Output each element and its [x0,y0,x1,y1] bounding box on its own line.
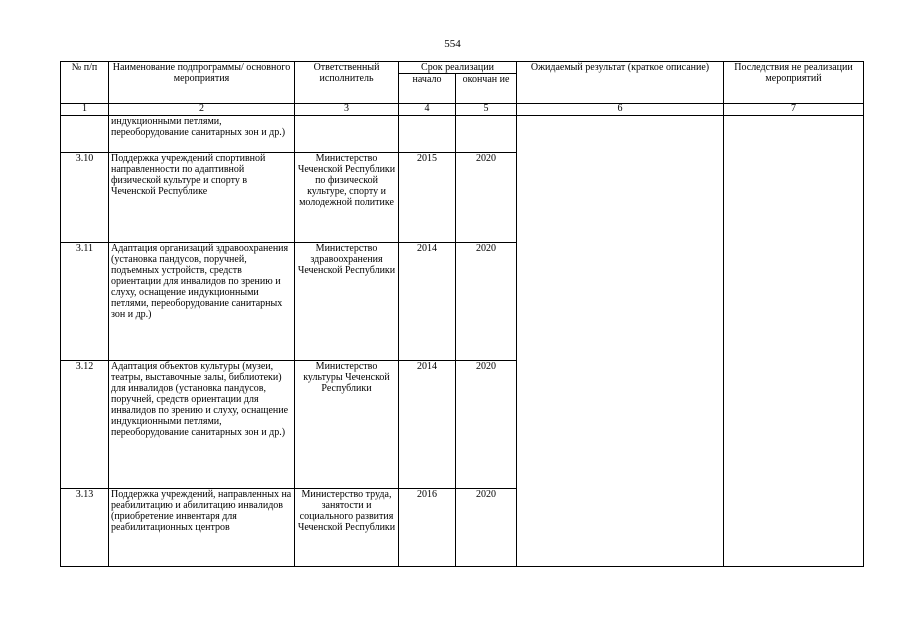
row-start [399,116,456,153]
row-responsible: Министерство здравоохранения Чеченской Республики [295,243,399,361]
row-start: 2014 [399,243,456,361]
header-period: Срок реализации [399,62,517,74]
header-num: № п/п [61,62,109,104]
table-row [61,116,864,153]
row-end [456,116,517,153]
column-number: 5 [456,104,517,116]
row-num: 3.12 [61,361,109,489]
row-num: 3.11 [61,243,109,361]
row-name: Поддержка учреждений спортивной направленности по адаптивной физической культуре и спорту в Чеченской Республике [109,153,295,243]
header-start: начало [399,74,456,104]
row-responsible: Министерство культуры Чеченской Республики [295,361,399,489]
row-num: 3.10 [61,153,109,243]
column-number: 6 [517,104,724,116]
column-number: 7 [724,104,864,116]
row-end: 2020 [456,153,517,243]
header-name: Наименование подпрограммы/ основного мероприятия [109,62,295,104]
page-number: 554 [444,38,461,50]
header-result: Ожидаемый результат (краткое описание) [517,62,724,104]
row-responsible: Министерство труда, занятости и социального развития Чеченской Республики [295,489,399,567]
row-name: Адаптация объектов культуры (музеи, театры, выставочные залы, библиотеки) для инвалидов (установка пандусов, поручней, средств ориентации для инвалидов по зрению и слуху, оснащение индукционными петлями, переоборудование санитарных зон и др.) [109,361,295,489]
row-num [61,116,109,153]
row-start: 2015 [399,153,456,243]
row-end: 2020 [456,361,517,489]
row-end: 2020 [456,489,517,567]
row-name: Поддержка учреждений, направленных на реабилитацию и абилитацию инвалидов (приобретение инвентаря для реабилитационных центров [109,489,295,567]
header-row-top [61,62,864,74]
column-number: 3 [295,104,399,116]
program-table [60,61,864,567]
row-end: 2020 [456,243,517,361]
result-cell [517,116,724,567]
row-responsible: Министерство Чеченской Республики по физической культуре, спорту и молодежной политике [295,153,399,243]
header-consequences: Последствия не реализации мероприятий [724,62,864,104]
row-name: Адаптация организаций здравоохранения (установка пандусов, поручней, подъемных устройств, средств ориентации для инвалидов по зрению и слуху, оснащение индукционными петлями, переоборудование санитарных зон и др.) [109,243,295,361]
consequences-cell [724,116,864,567]
row-start: 2016 [399,489,456,567]
row-start: 2014 [399,361,456,489]
header-responsible: Ответственный исполнитель [295,62,399,104]
column-number-row [61,104,864,116]
column-number: 1 [61,104,109,116]
column-number: 4 [399,104,456,116]
header-end: окончан ие [456,74,517,104]
row-name: индукционными петлями, переоборудование санитарных зон и др.) [109,116,295,153]
row-num: 3.13 [61,489,109,567]
row-responsible [295,116,399,153]
column-number: 2 [109,104,295,116]
